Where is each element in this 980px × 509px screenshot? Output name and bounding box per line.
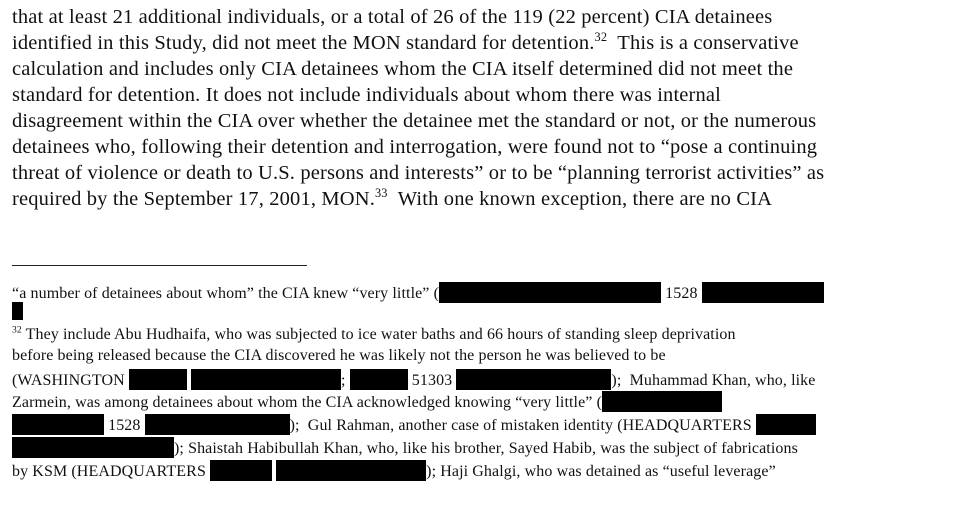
footnote-32-line-4 (12, 391, 722, 412)
footnote-text: “a number of detainees about whom” the CIA knew “very little” ( (12, 285, 440, 302)
footnote-32-line-6 (12, 437, 798, 458)
body-line-4 (12, 84, 721, 107)
footnote-ref: 32 (594, 30, 608, 45)
footnote-number: 32 (12, 324, 22, 336)
redaction-block (602, 391, 722, 412)
redaction-block (756, 414, 816, 435)
redaction-block (12, 414, 104, 435)
cable-number: 1528 (108, 417, 141, 434)
body-line-2 (12, 32, 799, 55)
body-line-1 (12, 6, 772, 29)
body-text: calculation and includes only CIA detainees whom the CIA itself determined did not meet the (12, 58, 794, 80)
redaction-block (12, 302, 23, 320)
footnote-ref: 33 (374, 186, 388, 201)
footnote-text: ); Muhammad Khan, who, like (611, 372, 816, 389)
body-text: that at least 21 additional individuals, or a total of 26 of the 119 (22 percent) CIA detainees (12, 6, 773, 28)
footnote-text: (WASHINGTON (12, 372, 125, 389)
footnote-text: ); Haji Ghalgi, who was detained as “useful leverage” (426, 463, 776, 480)
body-line-3 (12, 58, 793, 81)
footnote-32-line-2 (12, 347, 666, 365)
redaction-block (456, 369, 611, 390)
body-text: detainees who, following their detention and interrogation, were found not to “pose a continuing (12, 136, 818, 158)
cable-number: 1528 (665, 285, 698, 302)
footnote-separator (12, 265, 307, 266)
redaction-block (191, 369, 341, 390)
footnote-text: before being released because the CIA discovered he was likely not the person he was believed to be (12, 347, 666, 364)
body-text: With one known exception, there are no CIA (387, 188, 773, 210)
body-text: threat of violence or death to U.S. persons and interests” or to be “planning terrorist activities” as (12, 162, 825, 184)
footnote-32-line-1 (12, 326, 736, 344)
footnote-text: ; (341, 372, 346, 389)
body-line-6 (12, 136, 817, 159)
redaction-block (129, 369, 187, 390)
footnote-text: They include Abu Hudhaifa, who was subjected to ice water baths and 66 hours of standing sleep deprivation (21, 326, 736, 343)
redaction-block (439, 282, 661, 303)
footnote-text: ); Gul Rahman, another case of mistaken identity (HEADQUARTERS (289, 417, 752, 434)
footnote-text: Zarmein, was among detainees about whom the CIA acknowledged knowing “very little” ( (12, 394, 603, 411)
body-line-8 (12, 188, 772, 211)
body-text: disagreement within the CIA over whether the detainee met the standard or not, or the numerous (12, 110, 817, 132)
footnote-text: by KSM (HEADQUARTERS (12, 463, 206, 480)
body-text: identified in this Study, did not meet the MON standard for detention. (12, 32, 595, 54)
redaction-block (145, 414, 290, 435)
body-text: required by the September 17, 2001, MON. (12, 188, 375, 210)
body-text: This is a conservative (607, 32, 799, 54)
footnote-32-line-7 (12, 460, 776, 481)
redaction-block (350, 369, 408, 390)
body-line-5 (12, 110, 816, 133)
redaction-block (12, 437, 174, 458)
footnote-32-line-3 (12, 369, 816, 390)
redaction-block (702, 282, 824, 303)
footnote-text: ); Shaistah Habibullah Khan, who, like his brother, Sayed Habib, was the subject of fabrications (174, 440, 798, 457)
body-text: standard for detention. It does not include individuals about whom there was internal (12, 84, 722, 106)
body-line-7 (12, 162, 824, 185)
cable-number: 51303 (411, 372, 453, 389)
footnote-carryover (12, 282, 824, 303)
redaction-block (210, 460, 272, 481)
footnote-carryover-end (12, 302, 23, 320)
footnote-32-line-5 (12, 414, 816, 435)
redaction-block (276, 460, 426, 481)
